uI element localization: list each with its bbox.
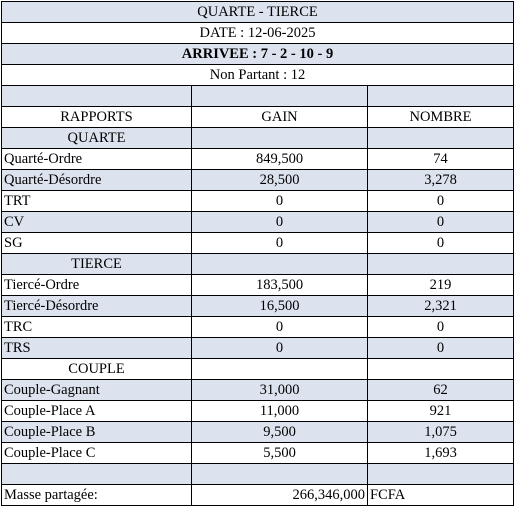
row-gain: 28,500 [192, 170, 368, 191]
row-nombre: 74 [368, 149, 514, 170]
empty-cell [368, 86, 514, 107]
table-row [2, 380, 514, 401]
row-label: Quarté-Désordre [2, 170, 192, 191]
empty-cell [368, 254, 514, 275]
row-gain: 0 [192, 338, 368, 359]
row-label: Couple-Place C [2, 443, 192, 464]
row-label: Couple-Place A [2, 401, 192, 422]
column-header-gain: GAIN [192, 107, 368, 128]
empty-cell [192, 464, 368, 485]
table-row [2, 233, 514, 254]
row-gain: 849,500 [192, 149, 368, 170]
row-nombre: 1,693 [368, 443, 514, 464]
row-gain: 0 [192, 233, 368, 254]
row-gain: 183,500 [192, 275, 368, 296]
row-nombre: 0 [368, 212, 514, 233]
arrival-order: ARRIVEE : 7 - 2 - 10 - 9 [2, 44, 514, 65]
empty-cell [2, 464, 192, 485]
table-row [2, 296, 514, 317]
row-label: Tiercé-Désordre [2, 296, 192, 317]
row-label: Quarté-Ordre [2, 149, 192, 170]
section-row-quarte [2, 128, 514, 149]
title-row [2, 2, 514, 23]
column-header-nombre: NOMBRE [368, 107, 514, 128]
results-table [1, 1, 514, 506]
empty-cell [2, 86, 192, 107]
section-row-tierce [2, 254, 514, 275]
row-label: TRT [2, 191, 192, 212]
row-gain: 0 [192, 317, 368, 338]
row-nombre: 0 [368, 317, 514, 338]
empty-cell [192, 128, 368, 149]
non-partant: Non Partant : 12 [2, 65, 514, 86]
arrivee-row [2, 44, 514, 65]
table-row [2, 275, 514, 296]
row-gain: 0 [192, 191, 368, 212]
table-row [2, 212, 514, 233]
row-label: SG [2, 233, 192, 254]
row-nombre: 0 [368, 233, 514, 254]
table-row [2, 149, 514, 170]
section-title-tierce: TIERCE [2, 254, 192, 275]
race-date: DATE : 12-06-2025 [2, 23, 514, 44]
section-row-couple [2, 359, 514, 380]
row-nombre: 219 [368, 275, 514, 296]
empty-cell [192, 254, 368, 275]
row-label: Couple-Place B [2, 422, 192, 443]
table-row [2, 338, 514, 359]
masse-label: Masse partagée: [2, 485, 192, 506]
empty-cell [192, 86, 368, 107]
row-nombre: 921 [368, 401, 514, 422]
row-nombre: 0 [368, 191, 514, 212]
empty-cell [368, 128, 514, 149]
column-header-rapports: RAPPORTS [2, 107, 192, 128]
row-gain: 31,000 [192, 380, 368, 401]
row-gain: 16,500 [192, 296, 368, 317]
row-gain: 5,500 [192, 443, 368, 464]
row-label: CV [2, 212, 192, 233]
row-nombre: 62 [368, 380, 514, 401]
row-gain: 11,000 [192, 401, 368, 422]
row-nombre: 2,321 [368, 296, 514, 317]
empty-cell [368, 359, 514, 380]
row-nombre: 1,075 [368, 422, 514, 443]
section-title-quarte: QUARTE [2, 128, 192, 149]
column-header-row [2, 107, 514, 128]
row-nombre: 3,278 [368, 170, 514, 191]
empty-cell [368, 464, 514, 485]
row-gain: 0 [192, 212, 368, 233]
row-label: TRC [2, 317, 192, 338]
row-label: TRS [2, 338, 192, 359]
page-title: QUARTE - TIERCE [2, 2, 514, 23]
spacer-row [2, 464, 514, 485]
empty-cell [192, 359, 368, 380]
table-row [2, 170, 514, 191]
non-partant-row [2, 65, 514, 86]
row-label: Couple-Gagnant [2, 380, 192, 401]
table-row [2, 317, 514, 338]
row-nombre: 0 [368, 338, 514, 359]
masse-currency: FCFA [368, 485, 514, 506]
row-label: Tiercé-Ordre [2, 275, 192, 296]
section-title-couple: COUPLE [2, 359, 192, 380]
spacer-row [2, 86, 514, 107]
row-gain: 9,500 [192, 422, 368, 443]
table-row [2, 191, 514, 212]
table-row [2, 422, 514, 443]
table-row [2, 443, 514, 464]
date-row [2, 23, 514, 44]
masse-amount: 266,346,000 [192, 485, 368, 506]
table-row [2, 401, 514, 422]
masse-row [2, 485, 514, 506]
